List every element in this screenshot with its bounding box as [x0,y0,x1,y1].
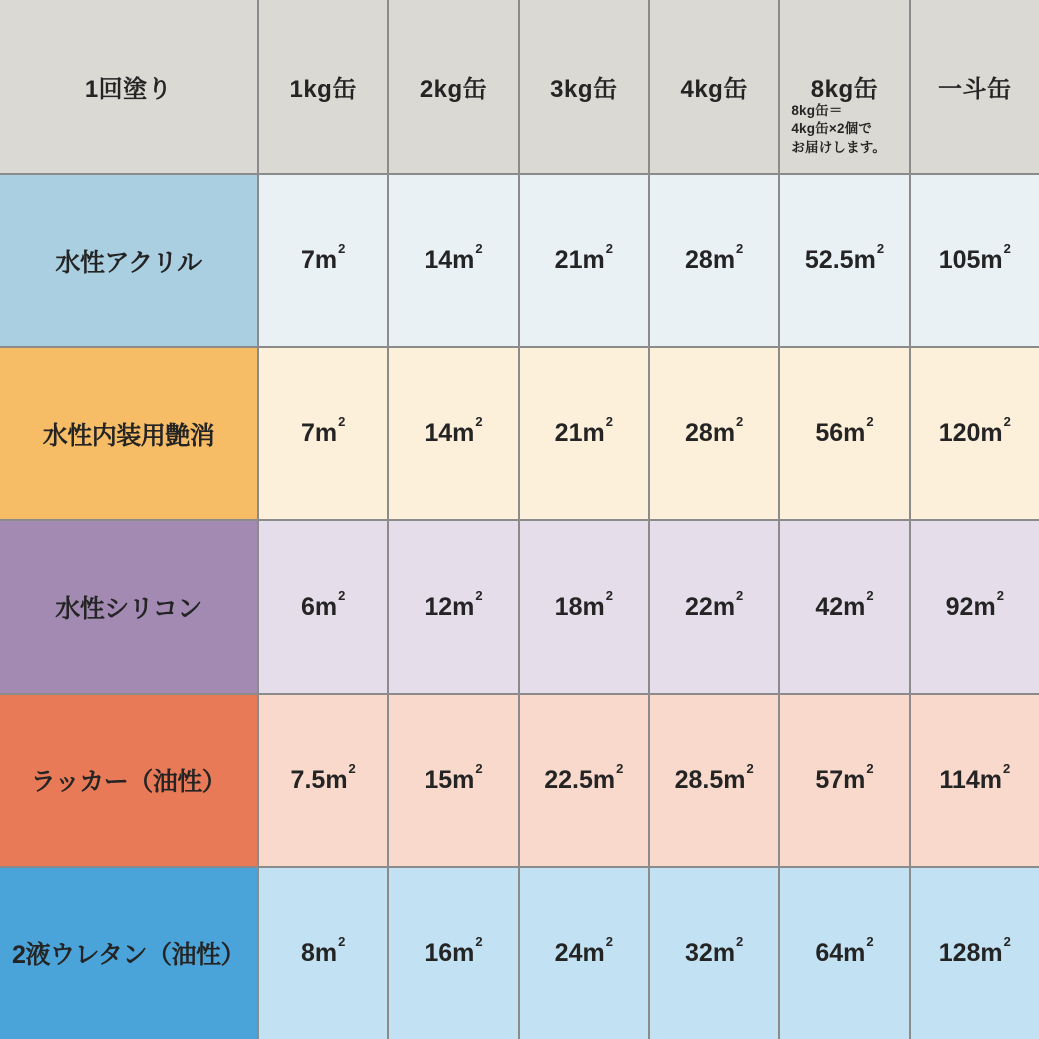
coverage-value: 22 [685,592,713,621]
coverage-cell [259,521,389,694]
coverage-cell [520,521,650,694]
square-meter-unit: m [582,419,605,448]
coverage-cell [389,868,519,1039]
square-meter-unit: m [582,246,605,275]
square-meter-superscript: 2 [605,587,613,603]
coverage-value: 22.5 [544,765,593,794]
square-meter-superscript: 2 [605,933,613,949]
column-header [650,0,780,175]
square-meter-superscript: 2 [475,587,483,603]
coverage-value: 114 [939,765,980,794]
square-meter-superscript: 2 [866,760,874,776]
square-meter-superscript: 2 [605,414,613,430]
square-meter-unit: m [980,246,1003,275]
square-meter-superscript: 2 [605,241,613,257]
coverage-value: 21 [554,246,583,275]
square-meter-unit: m [582,592,605,621]
square-meter-superscript: 2 [736,414,744,430]
column-header-label: 3kg缶 [550,76,618,103]
square-meter-superscript: 2 [616,760,624,776]
square-meter-unit: m [582,938,605,967]
square-meter-unit: m [980,938,1003,967]
table-header-row [0,0,1039,175]
coverage-cell [780,521,910,694]
header-cell-first-coat [0,0,259,175]
coverage-value: 15 [424,765,453,794]
square-meter-unit: m [314,246,338,275]
column-header-label: 2kg缶 [419,76,488,103]
coverage-cell [911,521,1039,694]
column-header [389,0,519,175]
coverage-cell [911,348,1039,521]
square-meter-unit: m [452,592,475,621]
square-meter-unit: m [712,419,736,448]
square-meter-unit: m [723,765,746,794]
square-meter-unit: m [452,419,475,448]
square-meter-unit: m [452,938,475,967]
note-line: お届けします。 [791,139,887,155]
coverage-cell [911,868,1039,1039]
table-row [0,348,1039,521]
column-header-label: 8kg缶 [810,76,879,103]
column-header [520,0,650,175]
column-header-label: 4kg缶 [680,76,748,103]
row-label-text: 水性アクリル [55,248,202,277]
row-label-text: 水性内装用艶消 [42,421,215,450]
square-meter-superscript: 2 [876,241,885,257]
square-meter-superscript: 2 [736,933,744,949]
coverage-value: 7 [300,419,315,448]
coverage-value: 120 [938,419,981,448]
row-label-text: 2液ウレタン（油性） [12,941,245,970]
coverage-cell [259,695,389,868]
coverage-cell [259,868,389,1039]
column-header [259,0,389,175]
square-meter-superscript: 2 [866,414,874,430]
square-meter-superscript: 2 [866,587,874,603]
square-meter-superscript: 2 [475,760,483,776]
coverage-value: 14 [424,246,453,275]
coverage-cell [780,695,910,868]
coverage-cell [389,175,519,348]
row-label [0,695,259,868]
coverage-cell [911,695,1039,868]
square-meter-superscript: 2 [1003,241,1011,257]
coverage-value: 7.5 [290,765,326,794]
coverage-value: 64 [815,938,844,967]
row-label [0,175,259,348]
coverage-value: 6 [300,592,315,621]
coverage-value: 28 [685,419,713,448]
coverage-cell [650,348,780,521]
coverage-cell [259,175,389,348]
column-header-label: 1kg缶 [289,76,357,103]
table-row [0,521,1039,694]
coverage-value: 42 [815,592,844,621]
coverage-cell [650,175,780,348]
coverage-cell [911,175,1039,348]
row-label-text: 水性シリコン [55,595,202,623]
square-meter-unit: m [843,592,866,621]
square-meter-superscript: 2 [338,414,346,430]
square-meter-unit: m [314,938,338,967]
coverage-value: 14 [424,419,453,448]
square-meter-unit: m [712,938,736,967]
square-meter-superscript: 2 [1003,933,1011,949]
coverage-cell [780,175,910,348]
square-meter-unit: m [314,592,338,621]
coverage-cell [389,695,519,868]
square-meter-superscript: 2 [338,587,346,603]
column-header [911,0,1039,175]
coverage-cell [520,175,650,348]
coverage-value: 92 [945,592,974,621]
coverage-value: 32 [685,938,713,967]
square-meter-unit: m [843,938,866,967]
row-label-text: ラッカー（油性） [30,768,227,797]
note-line: 4kg缶×2個で [791,121,873,137]
square-meter-unit: m [979,765,1002,794]
coverage-value: 21 [554,419,583,448]
coverage-cell [520,348,650,521]
coverage-value: 128 [938,938,981,967]
square-meter-superscript: 2 [996,587,1004,603]
square-meter-superscript: 2 [736,241,744,257]
coverage-cell [389,521,519,694]
square-meter-superscript: 2 [736,587,744,603]
square-meter-unit: m [592,765,616,794]
coverage-value: 24 [554,938,583,967]
table-row [0,695,1039,868]
coverage-value: 57 [815,765,844,794]
coverage-cell [780,868,910,1039]
coverage-cell [650,521,780,694]
square-meter-superscript: 2 [475,414,483,430]
table-row [0,175,1039,348]
coverage-value: 7 [300,246,315,275]
column-header [780,0,910,175]
square-meter-superscript: 2 [1003,414,1011,430]
coverage-cell [520,868,650,1039]
square-meter-unit: m [325,765,348,794]
note-line: 8kg缶＝ [791,103,843,119]
square-meter-unit: m [843,419,866,448]
coverage-value: 12 [424,592,453,621]
table-row [0,868,1039,1039]
square-meter-superscript: 2 [348,760,356,776]
coverage-cell [650,868,780,1039]
coverage-value: 105 [938,246,981,275]
square-meter-superscript: 2 [866,933,874,949]
square-meter-superscript: 2 [338,933,346,949]
coverage-value: 8 [300,938,315,967]
square-meter-unit: m [843,765,866,794]
coverage-cell [389,348,519,521]
8kg-can-note [791,102,906,157]
row-label [0,521,259,694]
square-meter-unit: m [712,592,736,621]
coverage-cell [520,695,650,868]
square-meter-unit: m [712,246,736,275]
coverage-cell [650,695,780,868]
coverage-value: 56 [815,419,844,448]
row-label [0,868,259,1039]
coverage-value: 28 [685,246,713,275]
square-meter-superscript: 2 [1002,760,1011,776]
coverage-value: 28.5 [674,765,724,794]
square-meter-superscript: 2 [746,760,754,776]
coverage-value: 18 [554,592,583,621]
square-meter-superscript: 2 [475,933,483,949]
coverage-value: 52.5 [804,246,854,275]
square-meter-unit: m [452,765,475,794]
square-meter-unit: m [853,246,876,275]
square-meter-unit: m [314,419,338,448]
coverage-cell [259,348,389,521]
square-meter-unit: m [452,246,475,275]
coverage-cell [780,348,910,521]
square-meter-superscript: 2 [475,241,483,257]
coverage-value: 16 [424,938,453,967]
square-meter-unit: m [973,592,996,621]
column-header-label: 一斗缶 [938,76,1012,103]
square-meter-unit: m [980,419,1003,448]
header-first-coat-label: 1回塗り [84,76,173,103]
row-label [0,348,259,521]
square-meter-superscript: 2 [338,241,346,257]
